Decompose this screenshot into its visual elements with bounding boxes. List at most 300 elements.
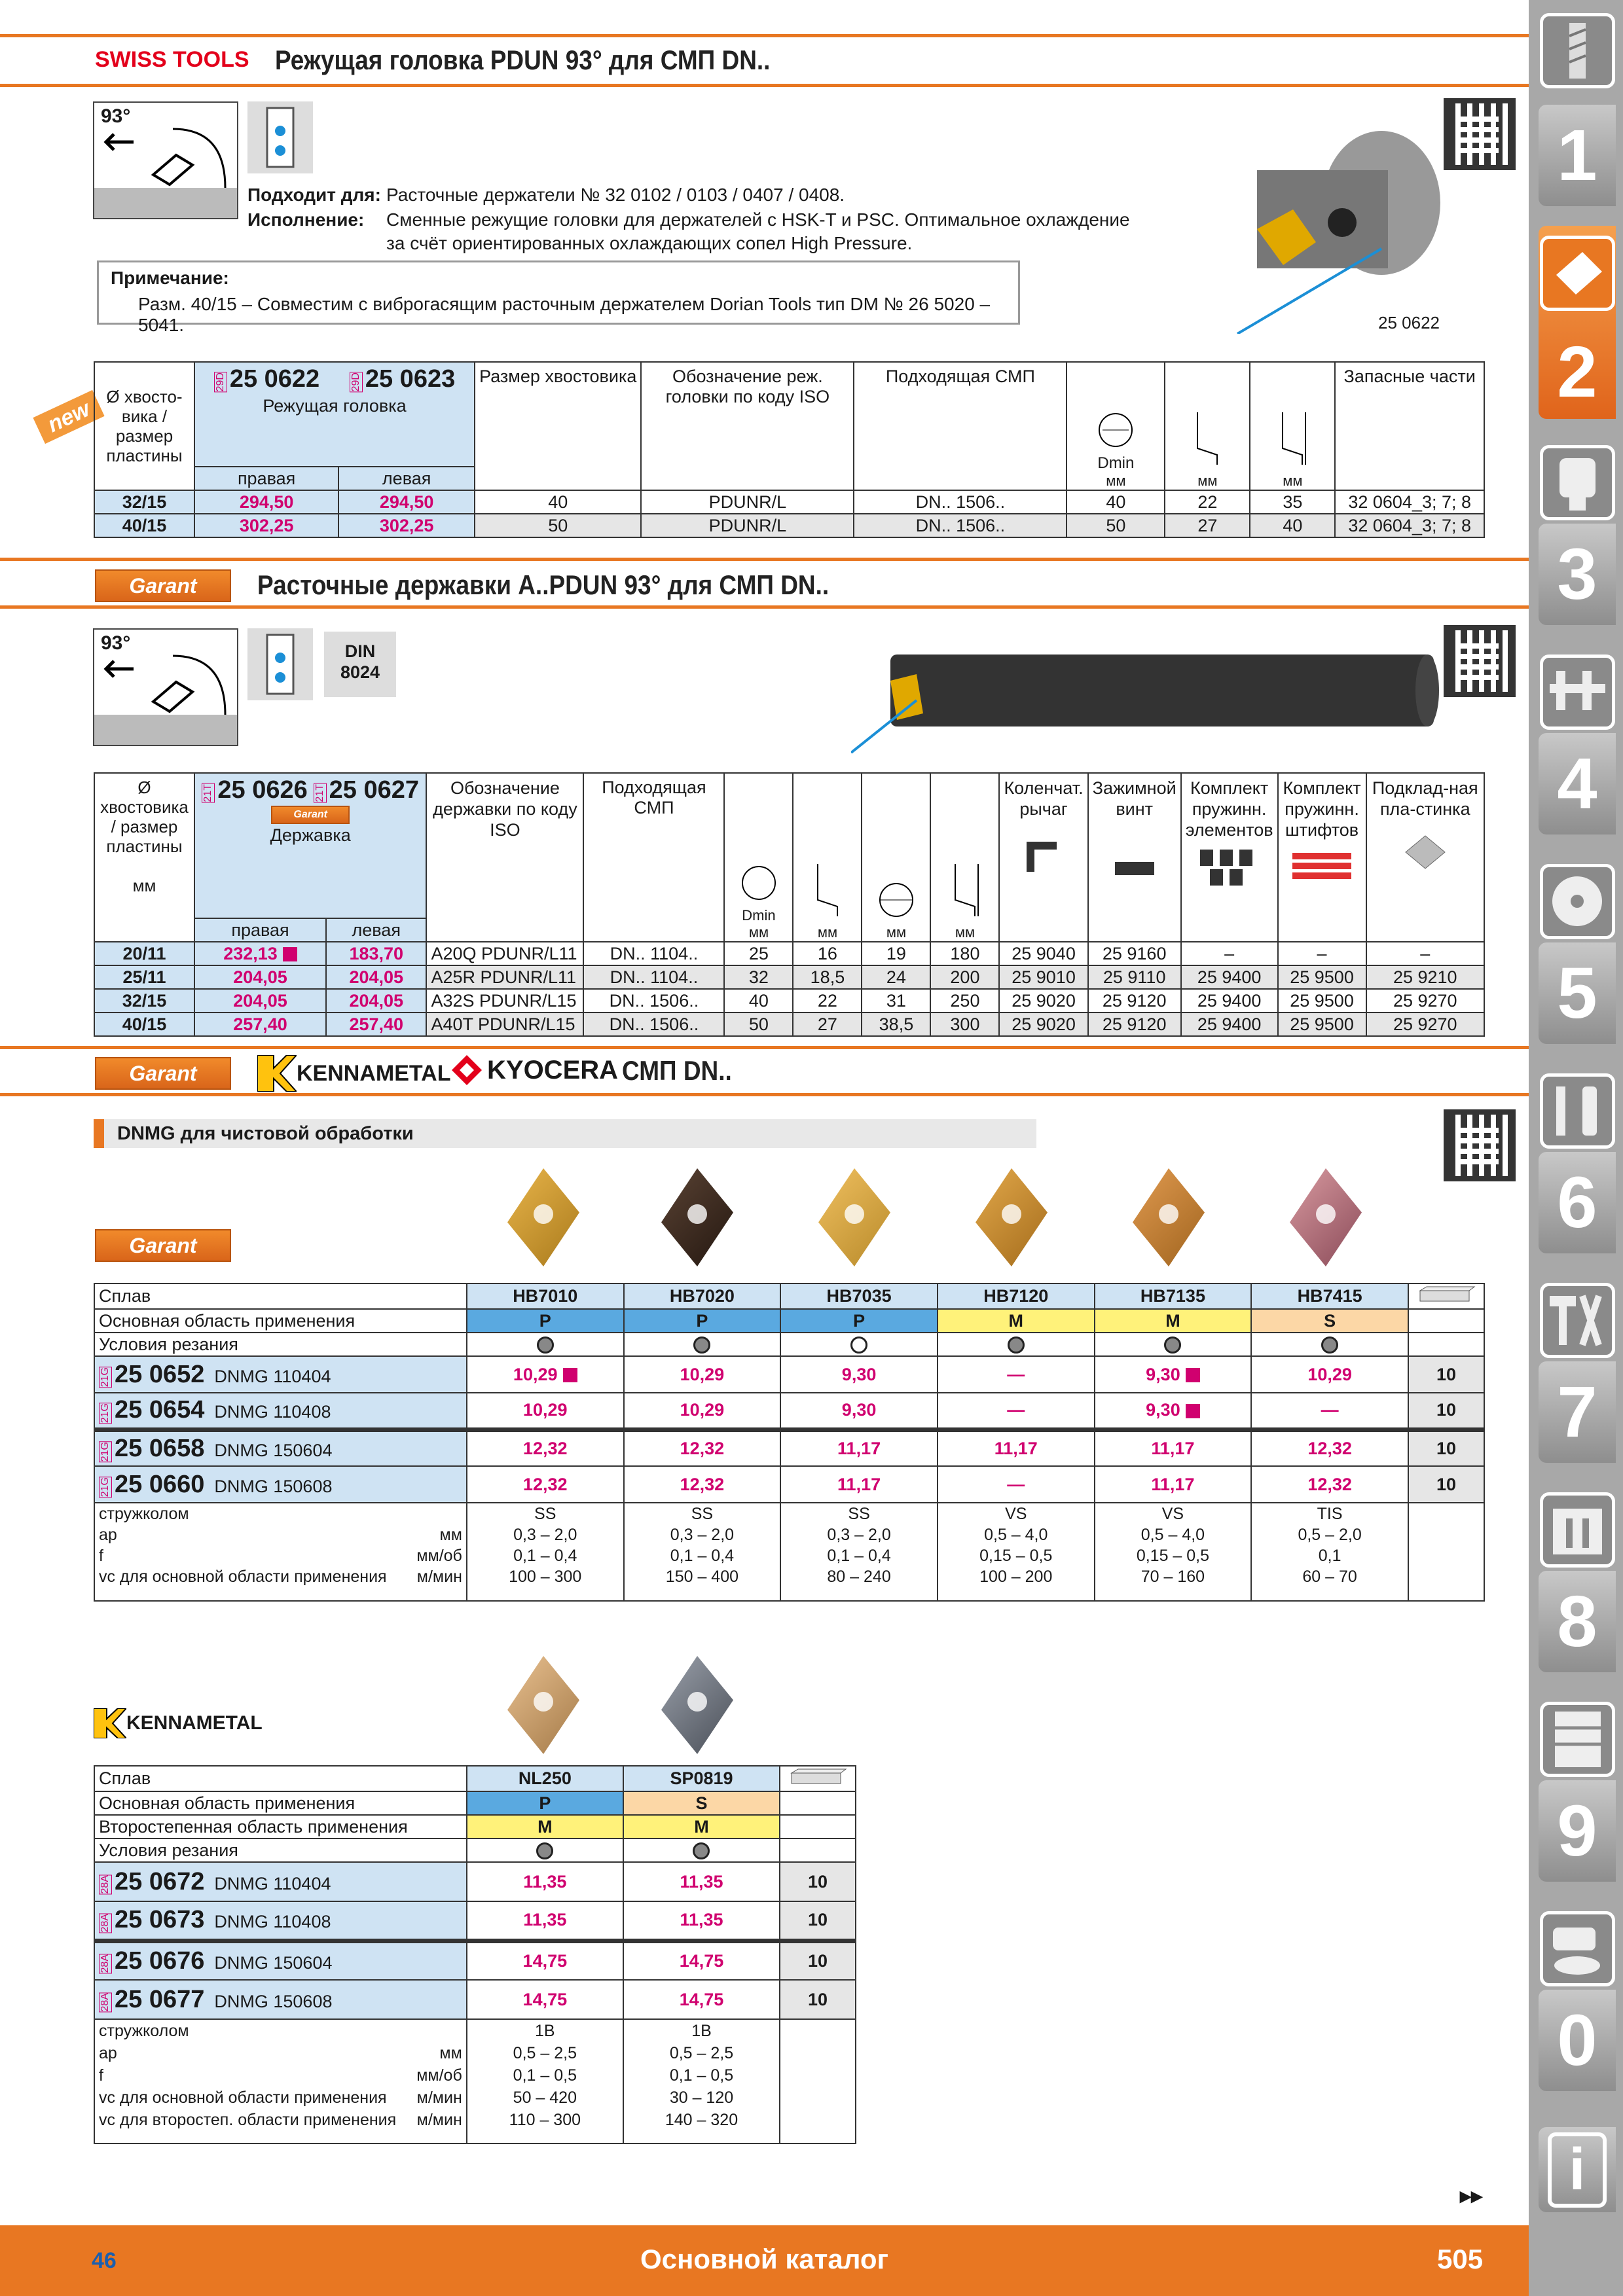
article-name: DNMG 150604 bbox=[214, 1952, 333, 1973]
val-f: 0,1 – 0,5 bbox=[513, 2066, 577, 2085]
cell-dmin: 50 bbox=[724, 1013, 793, 1036]
params-col bbox=[624, 1503, 781, 1601]
price-cell[interactable]: 10,29 bbox=[624, 1356, 781, 1393]
article-cell bbox=[94, 1862, 467, 1901]
price-cell[interactable]: — bbox=[938, 1393, 1095, 1429]
lever-icon bbox=[1024, 833, 1063, 878]
qr-code-3[interactable] bbox=[1444, 1109, 1516, 1181]
screw-label: Зажимной винт bbox=[1092, 778, 1176, 819]
kennametal-logo-2 bbox=[94, 1708, 263, 1738]
cell-shim: 25 9270 bbox=[1366, 1013, 1484, 1036]
price-cell[interactable]: 11,17 bbox=[780, 1429, 938, 1466]
section3-top-rule bbox=[0, 1046, 1529, 1049]
params-col bbox=[1095, 1503, 1252, 1601]
mm-label: мм bbox=[1197, 473, 1218, 489]
cell-shank: 25/11 bbox=[94, 965, 194, 989]
article-name: DNMG 150608 bbox=[214, 1991, 333, 2011]
cell-iso: A40T PDUNR/L15 bbox=[426, 1013, 583, 1036]
garant-logo-2: Garant bbox=[95, 1229, 231, 1262]
cell-a: 22 bbox=[1165, 490, 1250, 514]
pack-qty: 10 bbox=[780, 1941, 856, 1980]
area-cell: M bbox=[467, 1815, 623, 1839]
row-label-main-area: Основная область применения bbox=[94, 1791, 467, 1815]
price-cell[interactable]: 11,17 bbox=[780, 1466, 938, 1503]
code-tag: 21G bbox=[100, 1477, 111, 1498]
cond-cell bbox=[467, 1333, 624, 1356]
cell-c2: 18,5 bbox=[793, 965, 862, 989]
table-row bbox=[94, 1356, 1484, 1393]
cell-dmin: 40 bbox=[724, 989, 793, 1013]
pack-qty: 10 bbox=[780, 1901, 856, 1941]
cell-spring: – bbox=[1181, 942, 1278, 965]
cond-cell bbox=[1251, 1333, 1408, 1356]
params-block bbox=[94, 2019, 856, 2144]
table-row bbox=[94, 514, 1484, 537]
val-vc: 150 – 400 bbox=[665, 1568, 739, 1586]
qr-code-1[interactable] bbox=[1444, 98, 1516, 170]
insert-hb7120-image bbox=[976, 1168, 1048, 1266]
hammer-pliers-tab-icon[interactable] bbox=[1540, 1283, 1615, 1358]
cell-c4: 200 bbox=[930, 965, 999, 989]
price-cell[interactable]: 14,75 bbox=[623, 1941, 780, 1980]
th-right: правая bbox=[194, 467, 338, 490]
cell-size: 50 bbox=[475, 514, 641, 537]
angle-pictogram-2 bbox=[93, 628, 238, 746]
pack-qty: 10 bbox=[1408, 1393, 1484, 1429]
label-chipbreaker: стружколом bbox=[99, 1505, 189, 1523]
article-cell bbox=[94, 1901, 467, 1941]
cond-cell bbox=[938, 1333, 1095, 1356]
pin-label: Комплект пружинн. штифтов bbox=[1283, 778, 1361, 840]
label-f: f bbox=[99, 2066, 103, 2085]
price-cell[interactable]: 14,75 bbox=[467, 1941, 623, 1980]
article-cell bbox=[94, 1393, 467, 1429]
code-tag: 21G bbox=[100, 1441, 111, 1462]
unit-vc: м/мин bbox=[416, 1568, 462, 1586]
th-spring bbox=[1181, 773, 1278, 942]
table-row bbox=[94, 1941, 856, 1980]
th-codes bbox=[194, 773, 426, 918]
th-lever bbox=[999, 773, 1087, 942]
tab-chapter-7[interactable]: 7 bbox=[1539, 1361, 1616, 1463]
kennametal-k-icon bbox=[94, 1708, 126, 1738]
price-cell[interactable]: — bbox=[938, 1356, 1095, 1393]
price-cell[interactable]: 9,30 bbox=[780, 1393, 938, 1429]
article-cell bbox=[94, 1941, 467, 1980]
cell-c4: 300 bbox=[930, 1013, 999, 1036]
th-shank: Ø хвосто-вика / размер пластины bbox=[94, 362, 194, 490]
dmin-icon bbox=[739, 863, 778, 903]
price-value: 9,30 bbox=[1146, 1364, 1180, 1384]
cond-cell bbox=[624, 1333, 781, 1356]
val-vc2: 110 – 300 bbox=[509, 2111, 581, 2129]
cell-iso: A20Q PDUNR/L11 bbox=[426, 942, 583, 965]
band-label: DNMG для чистовой обработки bbox=[117, 1123, 414, 1144]
qr-code-2[interactable] bbox=[1444, 625, 1516, 697]
alloy-header: HB7120 bbox=[938, 1283, 1095, 1309]
area-cell: M bbox=[623, 1815, 780, 1839]
footer-page-right: 505 bbox=[1437, 2244, 1484, 2274]
val-chip: SS bbox=[691, 1505, 714, 1523]
val-chip: VS bbox=[1161, 1505, 1184, 1523]
row-label-alloy: Сплав bbox=[94, 1283, 467, 1309]
shank-label: Ø хвостовика / размер пластины bbox=[100, 778, 189, 856]
code-tag: 21G bbox=[100, 1367, 111, 1388]
garant-logo: Garant bbox=[95, 1057, 231, 1090]
price-cell[interactable] bbox=[1095, 1356, 1252, 1393]
label-ap: ap bbox=[99, 1526, 117, 1544]
cell-c3: 19 bbox=[862, 942, 930, 965]
kennametal-text: KENNAMETAL bbox=[297, 1060, 451, 1086]
tab-chapter-6[interactable]: 6 bbox=[1539, 1152, 1616, 1253]
cell-pin: 25 9500 bbox=[1278, 1013, 1366, 1036]
exec-value-2: за счёт ориентированных охлаждающих сопел High Pressure. bbox=[386, 233, 913, 253]
article-name: DNMG 150608 bbox=[214, 1476, 333, 1496]
price-cell[interactable]: 12,32 bbox=[1251, 1429, 1408, 1466]
val-chip: 1B bbox=[691, 2022, 712, 2040]
price-right[interactable] bbox=[194, 942, 326, 965]
price-right[interactable]: 257,40 bbox=[194, 1013, 326, 1036]
garant-logo: Garant bbox=[95, 569, 231, 602]
cell-lever: 25 9020 bbox=[999, 989, 1087, 1013]
insert-tab-icon bbox=[1540, 236, 1615, 311]
cell-screw: 25 9120 bbox=[1088, 989, 1181, 1013]
note-label: Примечание: bbox=[111, 268, 229, 288]
stable-condition-icon bbox=[1008, 1336, 1025, 1354]
val-f: 0,1 – 0,5 bbox=[669, 2066, 734, 2085]
unit-f: мм/об bbox=[416, 1547, 462, 1565]
diameter-icon bbox=[877, 880, 916, 920]
holder-tab-icon[interactable] bbox=[1540, 445, 1615, 520]
cell-shim: – bbox=[1366, 942, 1484, 965]
cell-insert: DN.. 1104.. bbox=[583, 942, 724, 965]
cell-c4: 250 bbox=[930, 989, 999, 1013]
area-cell: M bbox=[938, 1309, 1095, 1333]
cell-dmin: 25 bbox=[724, 942, 793, 965]
unit-vc: м/мин bbox=[416, 2089, 462, 2107]
lever-label: Коленчат. рычаг bbox=[1004, 778, 1084, 819]
label-vc: vc для основной области применения bbox=[99, 2089, 387, 2107]
params-block bbox=[94, 1503, 1484, 1601]
boring-bar-table bbox=[94, 772, 1485, 1037]
tab-number: 2 bbox=[1557, 332, 1597, 412]
kennametal-text: KENNAMETAL bbox=[126, 1712, 263, 1734]
price-cell[interactable]: 11,35 bbox=[467, 1901, 623, 1941]
val-chip: 1B bbox=[535, 2022, 555, 2040]
price-cell[interactable] bbox=[467, 1356, 624, 1393]
insert-hb7010-image bbox=[507, 1168, 579, 1266]
price-cell[interactable] bbox=[1095, 1393, 1252, 1429]
area-cell: P bbox=[467, 1791, 623, 1815]
price-value: 10,29 bbox=[513, 1364, 558, 1384]
mm-label: мм bbox=[886, 924, 907, 941]
pack-icon-cell bbox=[1408, 1283, 1484, 1309]
row-label-secondary-area: Второстепенная область применения bbox=[94, 1815, 467, 1839]
cell-insert: DN.. 1506.. bbox=[583, 989, 724, 1013]
mm-label: мм bbox=[748, 924, 769, 941]
params-labels bbox=[94, 2019, 467, 2144]
pack-qty: 10 bbox=[780, 1980, 856, 2019]
params-col bbox=[938, 1503, 1095, 1601]
params-col bbox=[467, 1503, 624, 1601]
note-text: Разм. 40/15 – Совместим с виброгасящим расточным держателем Dorian Tools тип DM № 26 5020 – 5041. bbox=[138, 294, 991, 335]
tab-chapter-3[interactable]: 3 bbox=[1539, 524, 1616, 625]
price-cell[interactable]: 10,29 bbox=[467, 1393, 624, 1429]
alloy-header: SP0819 bbox=[623, 1766, 780, 1791]
cell-a: 27 bbox=[1165, 514, 1250, 537]
val-f: 0,15 – 0,5 bbox=[1136, 1547, 1210, 1565]
code-tag: 21T bbox=[314, 784, 325, 802]
val-ap: 0,5 – 2,5 bbox=[669, 2044, 734, 2062]
section3-title-rule bbox=[0, 1093, 1529, 1096]
article-code: 25 0672 bbox=[115, 1867, 205, 1895]
price-left[interactable]: 302,25 bbox=[338, 514, 475, 537]
cell-iso: PDUNR/L bbox=[641, 490, 854, 514]
price-left[interactable]: 183,70 bbox=[326, 942, 426, 965]
article-cell bbox=[94, 1980, 467, 2019]
code-tag: 29D bbox=[350, 372, 361, 392]
row-label-alloy: Сплав bbox=[94, 1766, 467, 1791]
val-f: 0,1 – 0,4 bbox=[670, 1547, 735, 1565]
th-left: левая bbox=[338, 467, 475, 490]
tab-chapter-5[interactable]: 5 bbox=[1539, 942, 1616, 1044]
th-pin bbox=[1278, 773, 1366, 942]
area-cell: P bbox=[780, 1309, 938, 1333]
article-code: 25 0676 bbox=[115, 1946, 205, 1975]
price-cell[interactable]: — bbox=[1251, 1393, 1408, 1429]
section3-title: СМП DN.. bbox=[622, 1055, 732, 1086]
cell-iso: PDUNR/L bbox=[641, 514, 854, 537]
val-chip: SS bbox=[848, 1505, 870, 1523]
kennametal-logo bbox=[257, 1055, 450, 1092]
cell-pin: – bbox=[1278, 942, 1366, 965]
price-cell[interactable]: 14,75 bbox=[467, 1980, 623, 2019]
price-cell[interactable]: 12,32 bbox=[624, 1429, 781, 1466]
price-right[interactable]: 302,25 bbox=[194, 514, 338, 537]
val-ap: 0,5 – 4,0 bbox=[984, 1526, 1048, 1544]
label-vc2: vc для второстеп. области применения bbox=[99, 2111, 397, 2129]
area-cell: P bbox=[467, 1309, 624, 1333]
kennametal-insert-table bbox=[94, 1765, 856, 2144]
pin-icon bbox=[1289, 843, 1355, 889]
th-c3 bbox=[862, 773, 930, 942]
val-ap: 0,3 – 2,0 bbox=[513, 1526, 577, 1544]
article-name: DNMG 110404 bbox=[214, 1366, 331, 1386]
price-cell[interactable]: 10,29 bbox=[1251, 1356, 1408, 1393]
insert-nl250-image bbox=[507, 1656, 579, 1754]
pack-qty: 10 bbox=[780, 1862, 856, 1901]
unit-ap: мм bbox=[439, 2044, 462, 2062]
cond-cell bbox=[1095, 1333, 1252, 1356]
val-chip: TIS bbox=[1317, 1505, 1343, 1523]
code-right: 25 0626 bbox=[217, 776, 308, 804]
garant-insert-table bbox=[94, 1283, 1485, 1602]
label-chipbreaker: стружколом bbox=[99, 2022, 189, 2040]
dim-icon bbox=[808, 861, 847, 920]
cell-c4: 180 bbox=[930, 942, 999, 965]
tab-chapter-4[interactable]: 4 bbox=[1539, 733, 1616, 834]
insert-hb7135-image bbox=[1133, 1168, 1205, 1266]
price-cell[interactable]: 14,75 bbox=[623, 1980, 780, 2019]
unit-vc2: м/мин bbox=[416, 2111, 462, 2129]
price-cell[interactable]: 12,32 bbox=[1251, 1466, 1408, 1503]
price-cell[interactable]: 10,29 bbox=[624, 1393, 781, 1429]
article-code: 25 0652 bbox=[115, 1360, 205, 1388]
insert-hb7415-image bbox=[1290, 1168, 1362, 1266]
price-right[interactable]: 294,50 bbox=[194, 490, 338, 514]
tab-chapter-0[interactable]: 0 bbox=[1539, 1990, 1616, 2091]
price-left[interactable]: 294,50 bbox=[338, 490, 475, 514]
th-head: Режущая головка bbox=[263, 396, 407, 416]
image-caption: 25 0622 bbox=[1378, 313, 1440, 332]
shim-icon bbox=[1402, 833, 1448, 872]
price-left[interactable]: 204,05 bbox=[326, 989, 426, 1013]
th-insert: Подходящая СМП bbox=[583, 773, 724, 942]
mm-label: мм bbox=[132, 876, 156, 895]
unit-f: мм/об bbox=[416, 2066, 462, 2085]
cell-shank: 32/15 bbox=[94, 989, 194, 1013]
coolant-icon bbox=[247, 101, 313, 173]
insert-sp0819-image bbox=[661, 1656, 733, 1754]
val-chip: SS bbox=[534, 1505, 556, 1523]
article-code: 25 0654 bbox=[115, 1396, 205, 1424]
next-page-arrow[interactable]: ▸▸ bbox=[1460, 2183, 1483, 2208]
code-tag: 21T bbox=[202, 784, 214, 802]
cell-pin: 25 9500 bbox=[1278, 989, 1366, 1013]
table-row bbox=[94, 1393, 1484, 1429]
price-cell[interactable]: — bbox=[938, 1466, 1095, 1503]
fits-value: Расточные держатели № 32 0102 / 0103 / 0407 / 0408. bbox=[386, 185, 845, 205]
cell-screw: 25 9120 bbox=[1088, 1013, 1181, 1036]
tab-info[interactable] bbox=[1539, 2127, 1616, 2212]
cell-shim: 25 9270 bbox=[1366, 989, 1484, 1013]
cutting-head-table bbox=[94, 361, 1485, 538]
price-value: 232,13 bbox=[223, 943, 278, 963]
price-cell[interactable]: 12,32 bbox=[624, 1466, 781, 1503]
saw-blade-tab-icon[interactable] bbox=[1540, 864, 1615, 939]
val-vc2: 140 – 320 bbox=[665, 2111, 739, 2129]
unit-ap: мм bbox=[439, 1526, 462, 1544]
article-code: 25 0660 bbox=[115, 1470, 205, 1498]
alloy-header: HB7010 bbox=[467, 1283, 624, 1309]
val-f: 0,1 – 0,4 bbox=[827, 1547, 891, 1565]
price-cell[interactable]: 12,32 bbox=[467, 1429, 624, 1466]
th-c2 bbox=[793, 773, 862, 942]
cell-insert: DN.. 1506.. bbox=[854, 490, 1067, 514]
params-labels bbox=[94, 1503, 467, 1601]
spring-label: Комплект пружинн. элементов bbox=[1185, 778, 1273, 840]
band-accent bbox=[94, 1119, 104, 1148]
code-tag: 28A bbox=[100, 1954, 111, 1973]
toolcase-tab-icon[interactable] bbox=[1540, 1492, 1615, 1568]
cell-dmin: 50 bbox=[1067, 514, 1165, 537]
cell-screw: 25 9110 bbox=[1088, 965, 1181, 989]
val-chip: VS bbox=[1005, 1505, 1027, 1523]
price-cell[interactable]: 11,17 bbox=[1095, 1466, 1252, 1503]
th-dim-a bbox=[1165, 362, 1250, 490]
table-row bbox=[94, 1466, 1484, 1503]
footer-bar bbox=[0, 2225, 1529, 2296]
params-col bbox=[1251, 1503, 1408, 1601]
price-right[interactable]: 204,05 bbox=[194, 965, 326, 989]
cell-spring: 25 9400 bbox=[1181, 965, 1278, 989]
val-ap: 0,5 – 2,0 bbox=[1298, 1526, 1362, 1544]
safety-tab-icon[interactable] bbox=[1540, 1911, 1615, 1986]
price-cell[interactable]: 11,17 bbox=[1095, 1429, 1252, 1466]
price-cell[interactable]: 11,35 bbox=[623, 1901, 780, 1941]
article-name: DNMG 110404 bbox=[214, 1873, 331, 1893]
area-cell: P bbox=[624, 1309, 781, 1333]
cell-iso: A32S PDUNR/L15 bbox=[426, 989, 583, 1013]
th-dmin bbox=[1067, 362, 1165, 490]
code-tag: 29D bbox=[214, 372, 226, 392]
price-cell[interactable]: 12,32 bbox=[467, 1466, 624, 1503]
drill-icon[interactable] bbox=[1540, 13, 1615, 88]
cell-dmin: 40 bbox=[1067, 490, 1165, 514]
cond-cell bbox=[467, 1839, 623, 1862]
article-code: 25 0673 bbox=[115, 1906, 205, 1934]
new-badge: new bbox=[33, 390, 104, 444]
pack-qty: 10 bbox=[1408, 1429, 1484, 1466]
mm-label: мм bbox=[955, 924, 976, 941]
table-row bbox=[94, 942, 1484, 965]
label-f: f bbox=[99, 1547, 103, 1565]
exec-label: Исполнение: bbox=[247, 209, 365, 230]
swiss-tools-logo: SWISS TOOLS bbox=[95, 47, 249, 72]
caliper-tab-icon[interactable] bbox=[1540, 655, 1615, 730]
cell-shim: 25 9210 bbox=[1366, 965, 1484, 989]
th-iso: Обозначение реж. головки по коду ISO bbox=[641, 362, 854, 490]
exec-value-1: Сменные режущие головки для держателей с HSK-T и PSC. Оптимальное охлаждение bbox=[386, 209, 1130, 230]
din-badge: DIN 8024 bbox=[324, 632, 396, 697]
tab-chapter-9[interactable]: 9 bbox=[1539, 1780, 1616, 1882]
dnmg-band bbox=[94, 1119, 1036, 1148]
price-cell[interactable]: 11,17 bbox=[938, 1429, 1095, 1466]
article-cell bbox=[94, 1466, 467, 1503]
price-left[interactable]: 204,05 bbox=[326, 965, 426, 989]
tab-chapter-8[interactable]: 8 bbox=[1539, 1571, 1616, 1672]
price-cell[interactable]: 11,35 bbox=[623, 1862, 780, 1901]
angle-label: 93° bbox=[101, 632, 131, 654]
insert-hb7035-image bbox=[818, 1168, 890, 1266]
price-cell[interactable]: 11,35 bbox=[467, 1862, 623, 1901]
price-left[interactable]: 257,40 bbox=[326, 1013, 426, 1036]
tab-chapter-1[interactable]: 1 bbox=[1539, 105, 1616, 206]
cell-iso: A25R PDUNR/L11 bbox=[426, 965, 583, 989]
article-name: DNMG 150604 bbox=[214, 1440, 333, 1460]
cell-c3: 38,5 bbox=[862, 1013, 930, 1036]
normal-condition-icon bbox=[1164, 1336, 1181, 1354]
insert-hb7020-image bbox=[661, 1168, 733, 1266]
row-label-conditions: Условия резания bbox=[94, 1839, 467, 1862]
table-row bbox=[94, 965, 1484, 989]
val-ap: 0,5 – 2,5 bbox=[513, 2044, 577, 2062]
stable-condition-icon bbox=[1321, 1336, 1338, 1354]
cell-spring: 25 9400 bbox=[1181, 989, 1278, 1013]
wrench-tab-icon[interactable] bbox=[1540, 1073, 1615, 1149]
cond-cell bbox=[623, 1839, 780, 1862]
price-cell[interactable]: 9,30 bbox=[780, 1356, 938, 1393]
price-right[interactable]: 204,05 bbox=[194, 989, 326, 1013]
kyocera-logo bbox=[452, 1055, 618, 1085]
section2-top-rule bbox=[0, 558, 1529, 561]
val-vc: 100 – 200 bbox=[979, 1568, 1053, 1586]
cabinet-tab-icon[interactable] bbox=[1540, 1702, 1615, 1777]
boring-bar-image bbox=[851, 641, 1440, 772]
th-right: правая bbox=[194, 918, 326, 942]
stable-condition-icon bbox=[536, 1842, 553, 1859]
section1-top-rule bbox=[0, 34, 1529, 37]
